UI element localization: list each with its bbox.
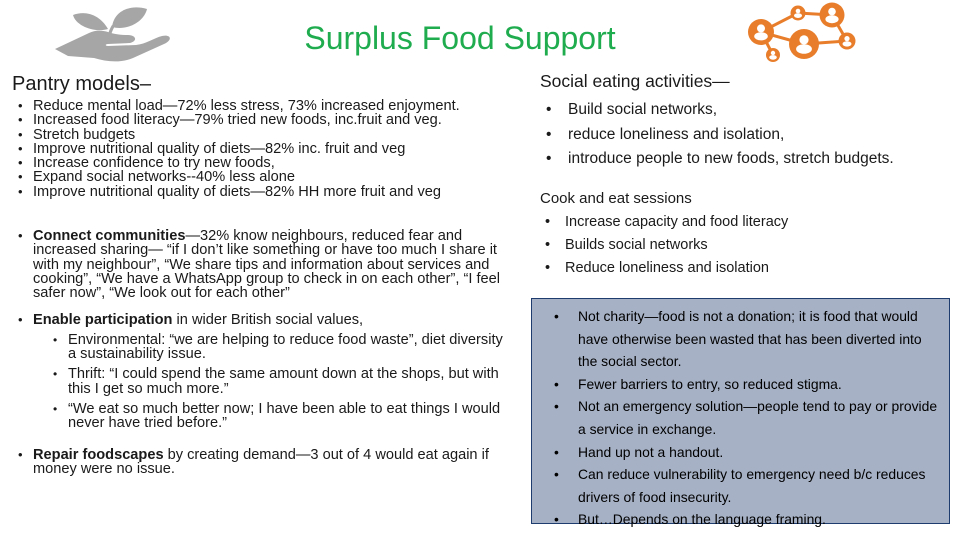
page-title: Surplus Food Support <box>304 20 616 56</box>
point-text: by creating demand—3 out of 4 would eat again if money were no issue. <box>33 446 489 477</box>
sub-bullet-thrift: • Thrift: “I could spend the same amount down at the shops, but with this I get so much more.” <box>53 367 508 396</box>
sub-bullet-environmental: • Environmental: “we are helping to reduce food waste”, diet diversity a sustainability issue. <box>53 333 508 362</box>
social-bullet-2: • reduce loneliness and isolation, <box>540 123 952 148</box>
note-bullet-5: • Can reduce vulnerability to emergency need b/c reduces drivers of food insecurity. <box>544 463 943 508</box>
point-repair-foodscapes <box>12 448 508 477</box>
not-charity-note-box <box>531 298 950 528</box>
point-text: in wider British social values, <box>172 311 364 328</box>
point-text: —32% know neighbours, reduced fear and increased sharing— “if I don’t like something or have too much I share it with my neighbour”, “We share tips and information about services and cooking”, “We have a WhatsApp group to check in on each other”, “I feel safer now”, “We look out for each other” <box>33 228 500 302</box>
pantry-bullet-6: • Expand social networks--40% less alone <box>12 170 508 184</box>
pantry-bullet-2: • Increased food literacy—79% tried new foods, inc.fruit and veg. <box>12 113 508 127</box>
cook-and-eat-heading: Cook and eat sessions <box>540 189 692 207</box>
left-column <box>12 73 508 476</box>
enable-participation-sublist <box>33 333 508 431</box>
social-eating-bullet-list <box>540 98 952 172</box>
cook-bullet-3: • Reduce loneliness and isolation <box>540 257 952 280</box>
point-bold-lead: Enable participation <box>33 311 173 328</box>
note-bullet-1: • Not charity—food is not a donation; it is food that would have otherwise been wasted that has been diverted into the social sector. <box>544 305 943 373</box>
social-bullet-1: • Build social networks, <box>540 98 952 123</box>
point-enable-participation <box>12 313 508 431</box>
cook-bullet-2: • Builds social networks <box>540 234 952 257</box>
point-bold-lead: Connect communities <box>33 228 186 245</box>
social-eating-heading: Social eating activities— <box>540 71 730 91</box>
note-bullet-6: • But…Depends on the language framing. <box>544 508 943 531</box>
cook-and-eat-bullet-list <box>540 211 952 280</box>
pantry-bullet-7: • Improve nutritional quality of diets—82% HH more fruit and veg <box>12 185 508 199</box>
note-bullet-4: • Hand up not a handout. <box>544 441 943 464</box>
pantry-bullet-3: • Stretch budgets <box>12 128 508 142</box>
pantry-bullet-1: • Reduce mental load—72% less stress, 73% increased enjoyment. <box>12 99 508 113</box>
pantry-bullet-list <box>12 99 508 199</box>
cook-bullet-1: • Increase capacity and food literacy <box>540 211 952 234</box>
note-box-bullet-list <box>544 305 943 531</box>
pantry-bullet-4: • Improve nutritional quality of diets—82% inc. fruit and veg <box>12 142 508 156</box>
right-column <box>540 70 952 280</box>
point-connect-communities <box>12 229 508 300</box>
pantry-bullet-5: • Increase confidence to try new foods, <box>12 156 508 170</box>
social-bullet-3: • introduce people to new foods, stretch budgets. <box>540 147 952 172</box>
note-bullet-2: • Fewer barriers to entry, so reduced stigma. <box>544 373 943 396</box>
people-network-icon <box>746 1 862 63</box>
point-bold-lead: Repair foodscapes <box>33 446 164 463</box>
note-bullet-3: • Not an emergency solution—people tend to pay or provide a service in exchange. <box>544 395 943 440</box>
hand-seedling-icon <box>50 2 178 64</box>
key-points <box>12 229 508 476</box>
pantry-models-heading: Pantry models– <box>12 73 151 95</box>
sub-bullet-quote: • “We eat so much better now; I have been able to eat things I would never have tried before.” <box>53 402 508 431</box>
